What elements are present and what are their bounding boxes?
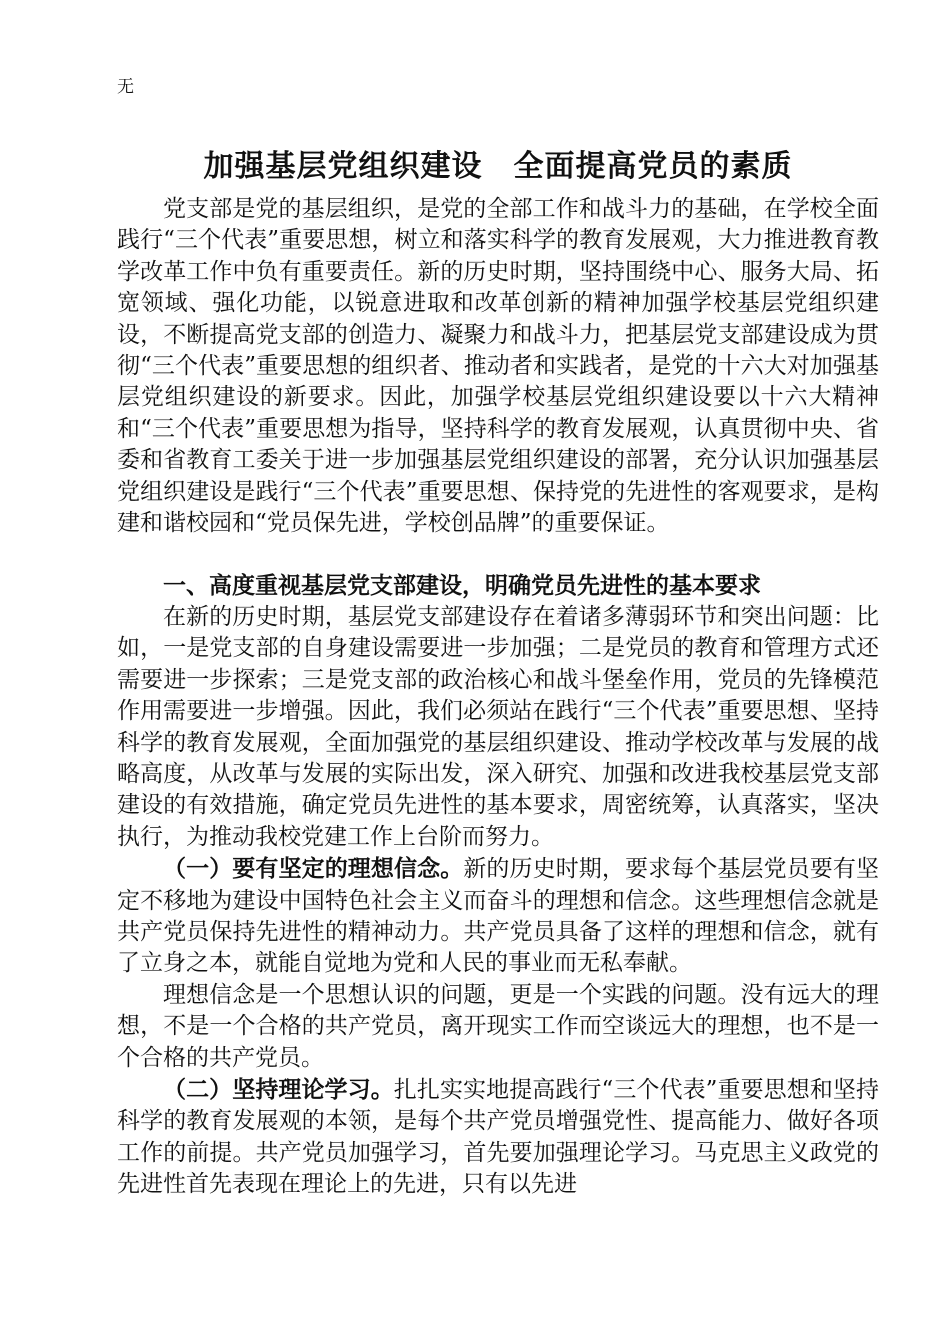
- section-1-paragraph: 在新的历史时期，基层党支部建设存在着诸多薄弱环节和突出问题：比如，一是党支部的自身建设需要进一步加强；二是党员的教育和管理方式还需要进一步探索；三是党支部的政治核心和战斗堡垒作用，党员的先锋模范作用需要进一步增强。因此，我们必须站在践行“三个代表”重要思想、坚持科学的教育发展观，全面加强党的基层组织建设、推动学校改革与发展的战略高度，从改革与发展的实际出发，深入研究、加强和改进我校基层党支部建设的有效措施，确定党员先进性的基本要求，周密统筹，认真落实，坚决执行，为推动我校党建工作上台阶而努力。: [117, 603, 879, 850]
- document-body: [117, 194, 879, 1201]
- section-1-heading: 一、高度重视基层党支部建设，明确党员先进性的基本要求: [163, 572, 761, 600]
- intro-paragraph: 党支部是党的基层组织，是党的全部工作和战斗力的基础，在学校全面践行“三个代表”重要思想，树立和落实科学的教育发展观，大力推进教育教学改革工作中负有重要责任。新的历史时期，坚持围绕中心、服务大局、拓宽领域、强化功能，以锐意进取和改革创新的精神加强学校基层党组织建设，不断提高党支部的创造力、凝聚力和战斗力，把基层党支部建设成为贯彻“三个代表”重要思想的组织者、推动者和实践者，是党的十六大对加强基层党组织建设的新要求。因此，加强学校基层党组织建设要以十六大精神和“三个代表”重要思想为指导，坚持科学的教育发展观，认真贯彻中央、省委和省教育工委关于进一步加强基层党组织建设的部署，充分认识加强基层党组织建设是践行“三个代表”重要思想、保持党的先进性的客观要求，是构建和谐校园和“党员保先进，学校创品牌”的重要保证。: [117, 196, 879, 537]
- item-1-extra-paragraph: 理想信念是一个思想认识的问题，更是一个实践的问题。没有远大的理想，不是一个合格的共产党员，离开现实工作而空谈远大的理想，也不是一个合格的共产党员。: [117, 981, 879, 1071]
- item-2-heading: （二）坚持理论学习。: [163, 1075, 394, 1103]
- item-1-body: 新的历史时期，要求每个基层党员要有坚定不移地为建设中国特色社会主义而奋斗的理想和信念。这些理想信念就是共产党员保持先进性的精神动力。共产党员具备了这样的理想和信念，就有了立身之本，就能自觉地为党和人民的事业而无私奉献。: [117, 856, 880, 977]
- item-1-paragraph: [117, 853, 879, 980]
- item-2-paragraph: [117, 1074, 879, 1201]
- document-title: 加强基层党组织建设 全面提高党员的素质: [203, 149, 793, 184]
- item-2-body: 扎扎实实地提高践行“三个代表”重要思想和坚持科学的教育发展观的本领，是每个共产党员增强党性、提高能力、做好各项工作的前提。共产党员加强学习，首先要加强理论学习。马克思主义政党的先进性首先表现在理论上的先进，只有以先进: [117, 1076, 879, 1198]
- header-mark: 无: [117, 77, 134, 97]
- item-1-heading: （一）要有坚定的理想信念。: [163, 855, 464, 883]
